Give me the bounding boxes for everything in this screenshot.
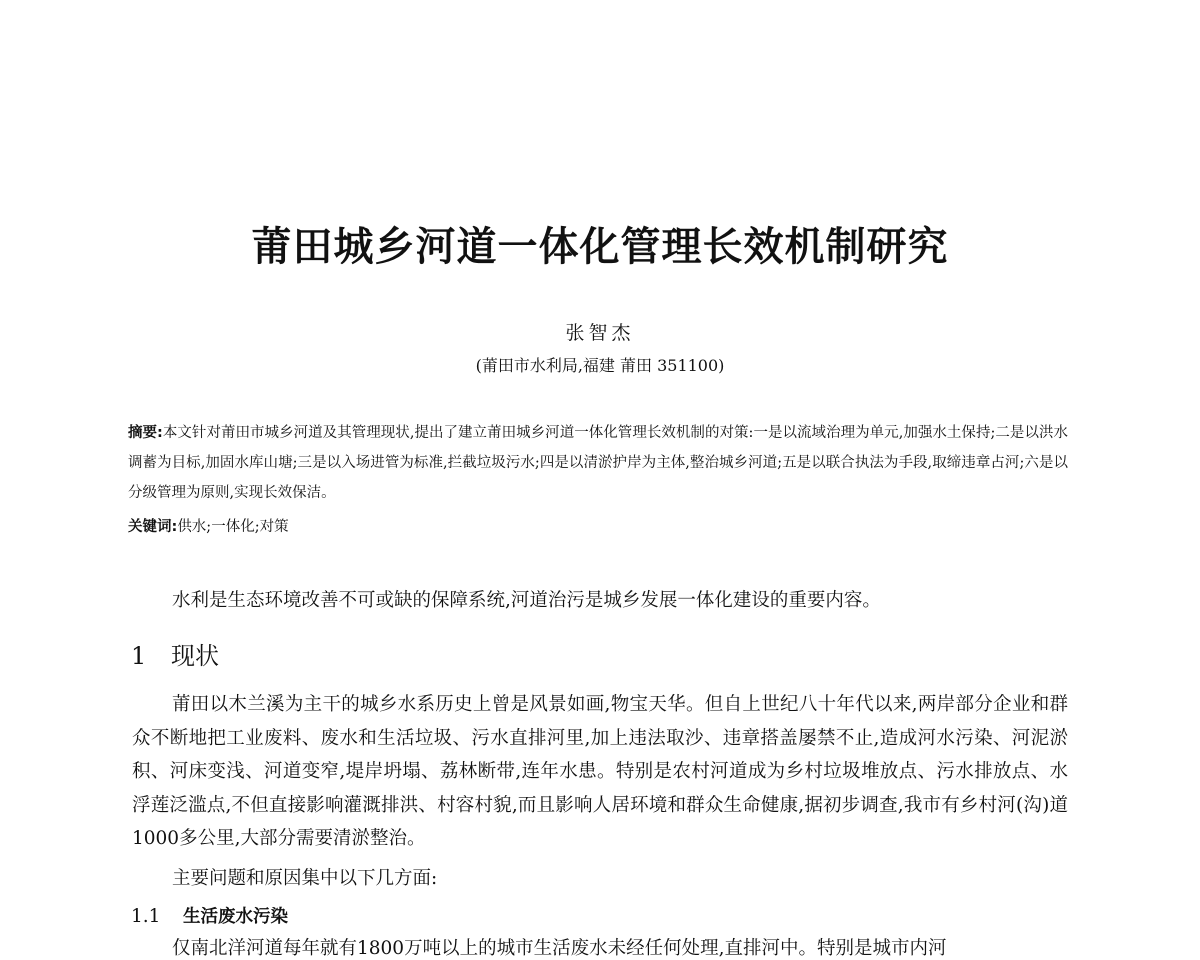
abstract-text: 本文针对莆田市城乡河道及其管理现状,提出了建立莆田城乡河道一体化管理长效机制的对策:一是以流域治理为单元,加强水土保持;二是以洪水调蓄为目标,加固水库山塘;三是以入场进管为标准,拦截垃圾污水;四是以清淤护岸为主体,整治城乡河道;五是以联合执法为手段,取缔违章占河;六是以分级管理为原则,实现长效保洁。 [128, 425, 1068, 501]
paper-title: 莆田城乡河道一体化管理长效机制研究 [251, 224, 949, 270]
body-paragraph: 莆田以木兰溪为主干的城乡水系历史上曾是风景如画,物宝天华。但自上世纪八十年代以来,两岸部分企业和群众不断地把工业废料、废水和生活垃圾、污水直排河里,加上违法取沙、违章搭盖屡禁不止,造成河水污染、河泥淤积、河床变浅、河道变窄,堤岸坍塌、荔林断带,连年水患。特别是农村河道成为乡村垃圾堆放点、污水排放点、水浮莲泛滥点,不但直接影响灌溉排洪、村容村貌,而且影响人居环境和群众生命健康,据初步调查,我市有乡村河(沟)道1000多公里,大部分需要清淤整治。 [132, 694, 1068, 850]
body-paragraph-cut: 仅南北洋河道每年就有1800万吨以上的城市生活废水未经任何处理,直排河中。特别是城市内河 [172, 938, 947, 959]
section-number: 1 [131, 642, 147, 670]
author-affiliation: (莆田市水利局,福建 莆田 351100) [475, 356, 725, 375]
subsection-title: 生活废水污染 [183, 907, 288, 927]
keywords-label: 关键词: [128, 519, 178, 535]
abstract-label: 摘要: [128, 425, 163, 441]
subsection-number: 1.1 [131, 906, 161, 927]
section-heading [131, 636, 219, 671]
abstract [128, 418, 1068, 508]
author-name: 张智杰 [565, 322, 635, 344]
subsection-heading [131, 903, 288, 928]
keywords [128, 515, 1068, 536]
keywords-text: 供水;一体化;对策 [177, 519, 289, 535]
body-paragraph-2: 主要问题和原因集中以下几方面: [172, 868, 438, 889]
section-title: 现状 [171, 642, 219, 670]
intro-paragraph: 水利是生态环境改善不可或缺的保障系统,河道治污是城乡发展一体化建设的重要内容。 [172, 590, 881, 611]
